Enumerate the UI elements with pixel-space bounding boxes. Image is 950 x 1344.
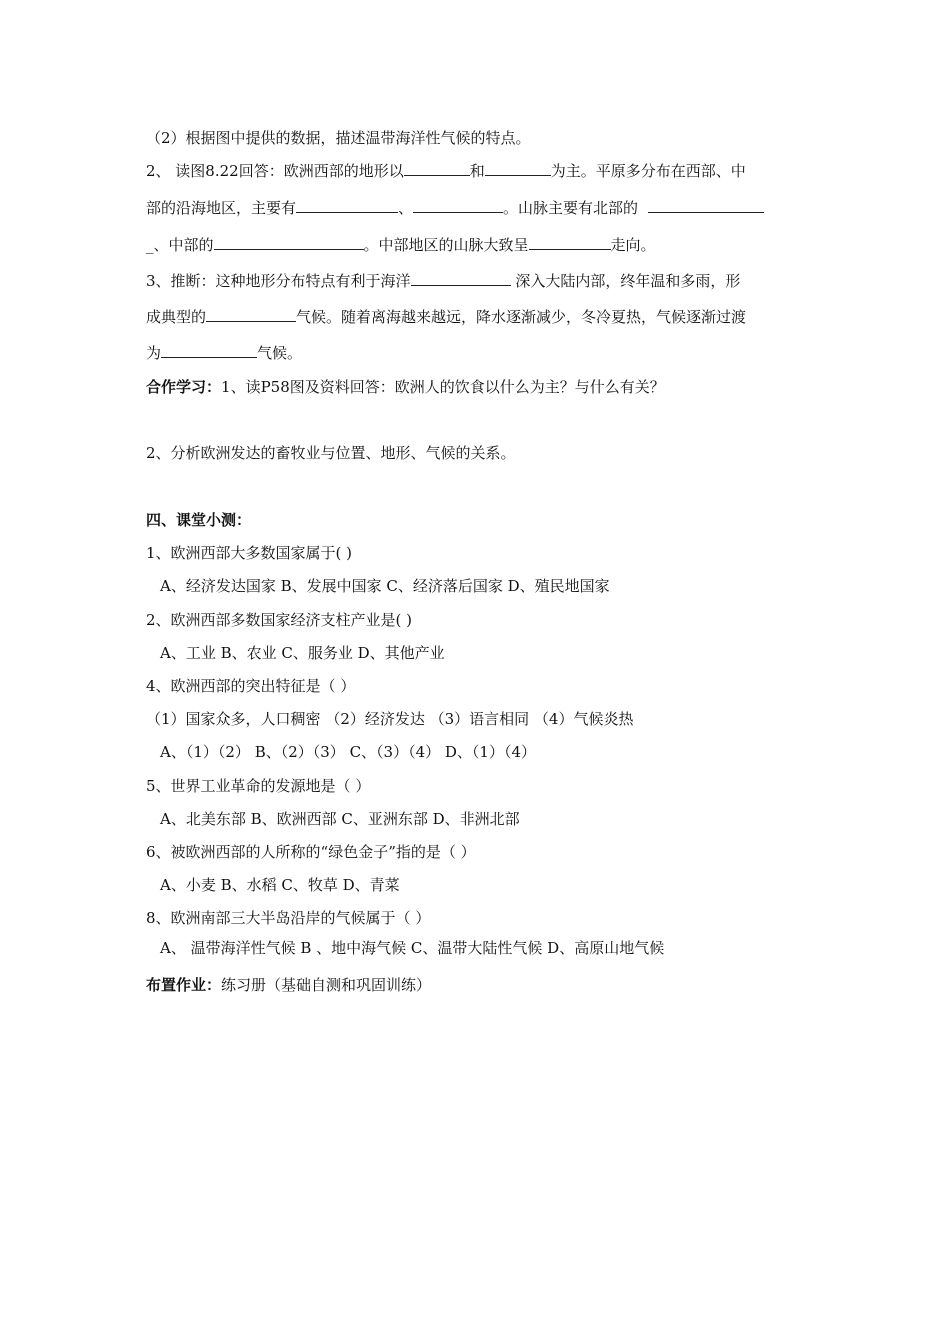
quiz-question-4: 4、欧洲西部的突出特征是（ ） — [146, 677, 356, 695]
answer-blank[interactable] — [413, 198, 503, 213]
question-climate-description: （2）根据图中提供的数据，描述温带海洋性气候的特点。 — [146, 129, 531, 147]
cooperative-question-2: 2、分析欧洲发达的畜牧业与位置、地形、气候的关系。 — [146, 444, 516, 462]
quiz-options-8: A、 温带海洋性气候 B 、地中海气候 C、温带大陆性气候 D、高原山地气候 — [160, 939, 665, 957]
quiz-options-4: A、（1）（2） B、（2）（3） C、（3）（4） D、（1）（4） — [160, 743, 537, 761]
quiz-options-6: A、小麦 B、水稻 C、牧草 D、青菜 — [160, 876, 400, 894]
quiz-question-5: 5、世界工业革命的发源地是（ ） — [146, 777, 371, 795]
section-label: 布置作业： — [146, 976, 222, 994]
quiz-items-4: （1）国家众多，人口稠密 （2）经济发达 （3）语言相同 （4）气候炎热 — [146, 710, 634, 728]
question-terrain: 2、 读图8.22回答：欧洲西部的地形以 和 为主。平原多分布在西部、中 — [146, 162, 746, 180]
answer-blank[interactable] — [296, 198, 398, 213]
quiz-options-1: A、经济发达国家 B、发展中国家 C、经济落后国家 D、殖民地国家 — [160, 577, 610, 595]
answer-blank[interactable] — [161, 343, 257, 358]
question-inference-line2: 成典型的 气候。随着离海越来越远，降水逐渐减少，冬冷夏热，气候逐渐过渡 — [146, 308, 747, 326]
quiz-options-5: A、北美东部 B、欧洲西部 C、亚洲东部 D、非洲北部 — [160, 810, 520, 828]
quiz-question-2: 2、欧洲西部多数国家经济支柱产业是( ) — [146, 611, 413, 629]
answer-blank[interactable] — [485, 161, 551, 176]
section-title: 四、课堂小测： — [146, 511, 252, 529]
quiz-question-8: 8、欧洲南部三大半岛沿岸的气候属于（ ） — [146, 909, 431, 927]
answer-blank[interactable] — [206, 307, 296, 322]
quiz-question-1: 1、欧洲西部大多数国家属于( ) — [146, 544, 353, 562]
quiz-options-2: A、工业 B、农业 C、服务业 D、其他产业 — [160, 644, 445, 662]
answer-blank[interactable] — [404, 161, 470, 176]
question-plains: 部的沿海地区，主要有 、 。山脉主要有北部的 — [146, 198, 764, 218]
question-inference: 3、推断：这种地形分布特点有利于海洋 深入大陆内部，终年温和多雨，形 — [146, 272, 741, 290]
cooperative-study: 合作学习：1、读P58图及资料回答：欧洲人的饮食以什么为主？与什么有关？ — [146, 378, 665, 396]
answer-blank[interactable] — [411, 271, 511, 286]
homework-assignment: 布置作业：练习册（基础自测和巩固训练） — [146, 976, 432, 994]
answer-blank[interactable] — [529, 235, 611, 250]
section-label: 合作学习 — [146, 378, 207, 396]
question-inference-line3: 为 气候。 — [146, 344, 303, 362]
quiz-question-6: 6、被欧洲西部的人所称的“绿色金子”指的是（ ） — [146, 843, 476, 861]
answer-blank[interactable] — [648, 198, 764, 213]
question-mountains: _、中部的 。中部地区的山脉大致呈 走向。 — [146, 236, 656, 254]
answer-blank[interactable] — [214, 235, 364, 250]
